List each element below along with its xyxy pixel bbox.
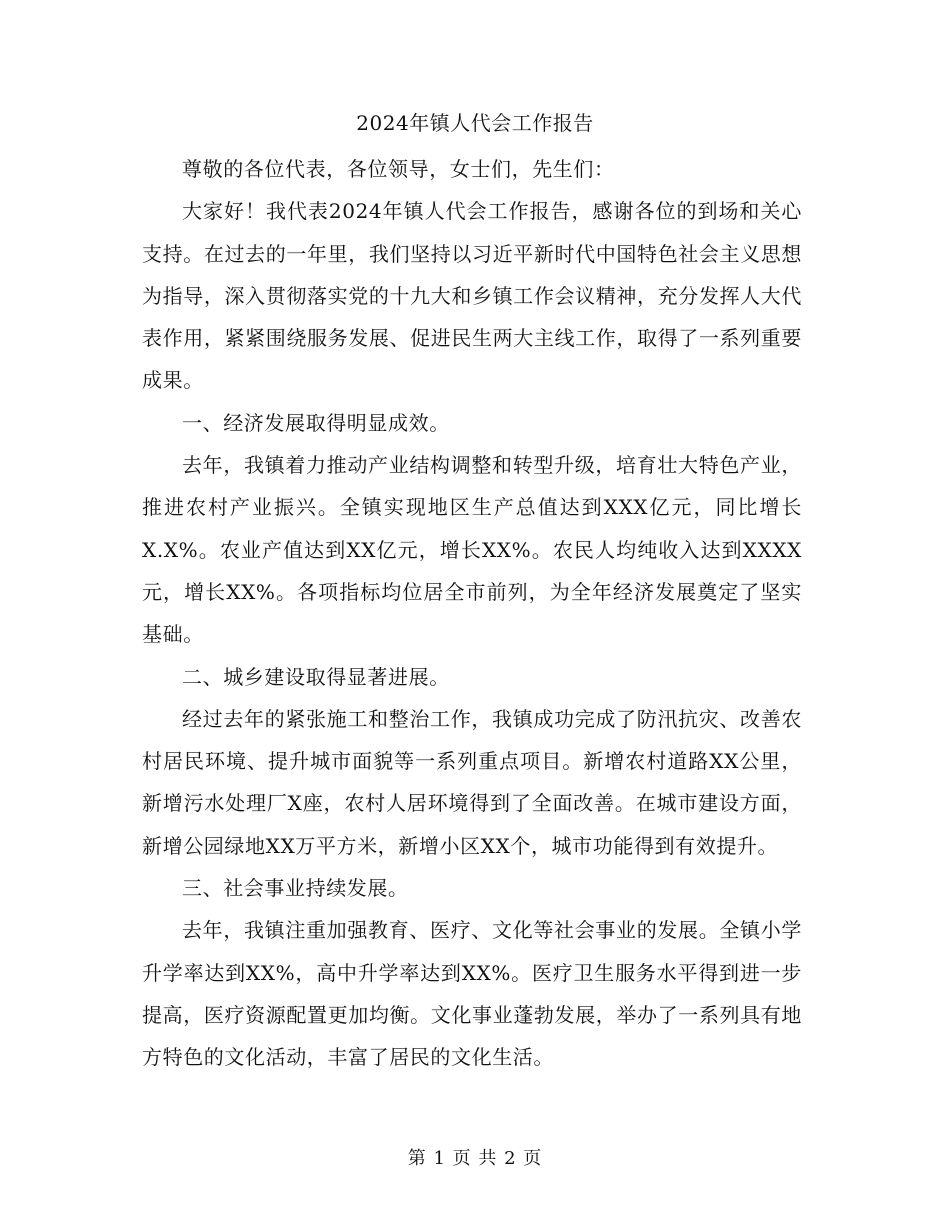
- social-paragraph: 去年，我镇注重加强教育、医疗、文化等社会事业的发展。全镇小学升学率达到XX%，高中升学率达到XX%。医疗卫生服务水平得到进一步提高，医疗资源配置更加均衡。文化事业蓬勃发展，举办了一系列具有地方特色的文化活动，丰富了居民的文化生活。: [142, 918, 802, 1070]
- document-title: 2024年镇人代会工作报告: [356, 111, 594, 135]
- construction-paragraph: 经过去年的紧张施工和整治工作，我镇成功完成了防汛抗灾、改善农村居民环境、提升城市面貌等一系列重点项目。新增农村道路XX公里，新增污水处理厂X座，农村人居环境得到了全面改善。在城市建设方面，新增公园绿地XX万平方米，新增小区XX个，城市功能得到有效提升。: [142, 706, 802, 858]
- section-heading-social: 三、社会事业持续发展。: [182, 876, 409, 901]
- intro-paragraph: 大家好！我代表2024年镇人代会工作报告，感谢各位的到场和关心支持。在过去的一年里，我们坚持以习近平新时代中国特色社会主义思想为指导，深入贯彻落实党的十九大和乡镇工作会议精神，充分发挥人大代表作用，紧紧围绕服务发展、促进民生两大主线工作，取得了一系列重要成果。: [142, 199, 802, 393]
- document-body: [142, 148, 802, 1079]
- section-heading-economy: 一、经济发展取得明显成效。: [182, 410, 450, 435]
- section-heading-construction: 二、城乡建设取得显著进展。: [182, 664, 450, 689]
- page-footer: 第 1 页 共 2 页: [407, 1148, 543, 1169]
- salutation-paragraph: 尊敬的各位代表，各位领导，女士们，先生们：: [182, 157, 615, 181]
- economy-paragraph: 去年，我镇着力推动产业结构调整和转型升级，培育壮大特色产业，推进农村产业振兴。全镇实现地区生产总值达到XXX亿元，同比增长X.X%。农业产值达到XX亿元，增长XX%。农民人均纯收入达到XXXX元，增长XX%。各项指标均位居全市前列，为全年经济发展奠定了坚实基础。: [142, 453, 802, 647]
